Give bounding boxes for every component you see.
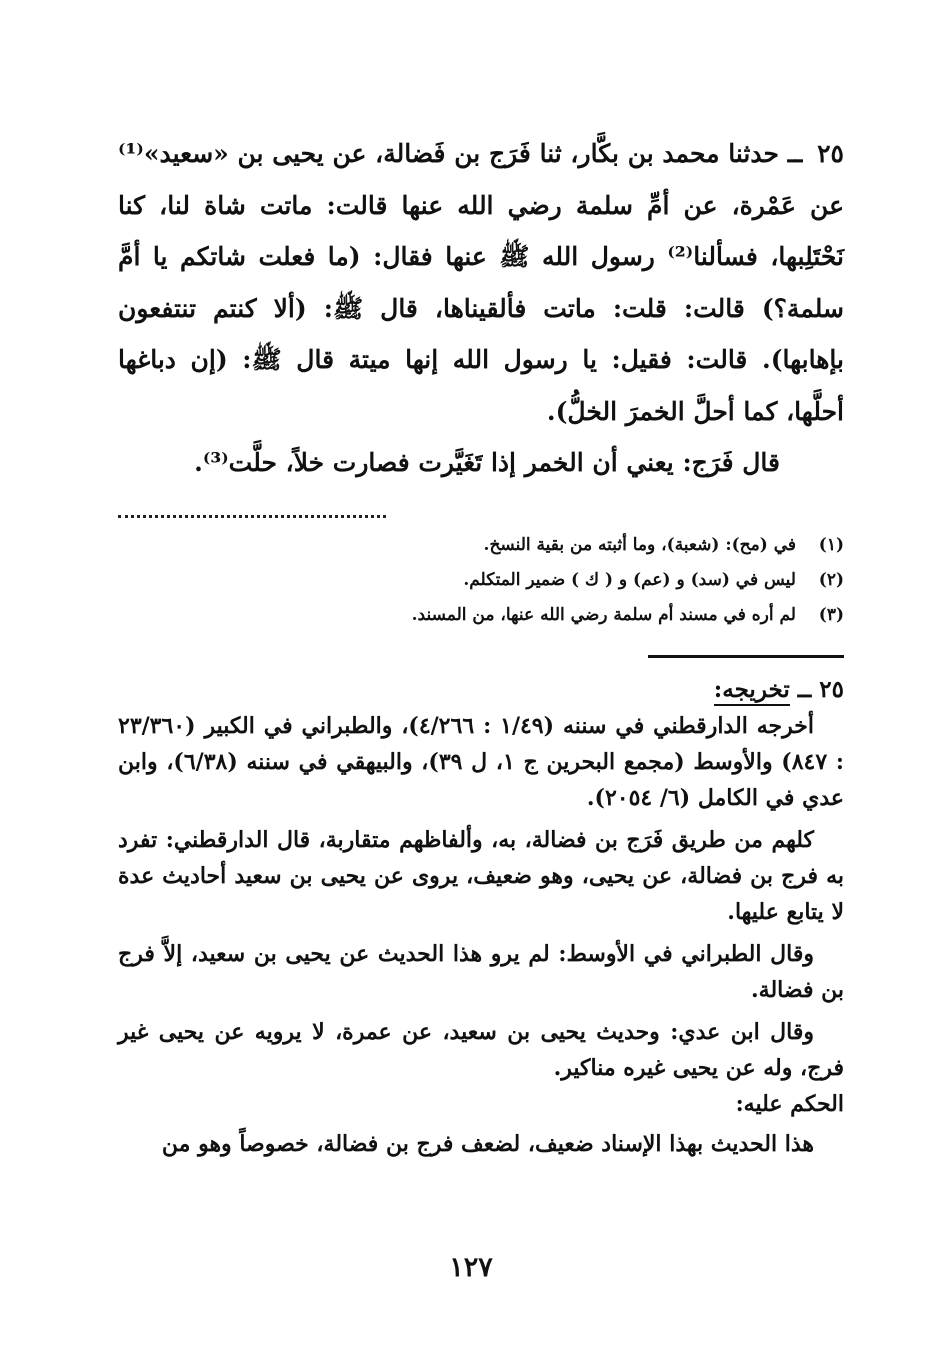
takhrij-paragraph: كلهم من طريق فَرَج بن فضالة، به، وألفاظهم متقاربة، قال الدارقطني: تفرد به فرج بن فضالة، عن يحيى، وهو ضعيف، يروى عن يحيى بن سعيد أحاديث عدة لا يتابع عليها. (118, 827, 844, 925)
footnote-number: (٣) (818, 605, 844, 625)
takhrij-heading (118, 672, 844, 708)
footnote-text: ليس في (سد) و (عم) و ( ك ) ضمير المتكلم. (463, 570, 796, 590)
footnotes-list (118, 528, 844, 633)
footnote-number: (٢) (818, 570, 844, 590)
hadith-paragraph (118, 128, 844, 437)
hukm-heading: الحكم عليه: (735, 1091, 844, 1117)
hadith-number: ٢٥ (817, 139, 844, 168)
takhrij-title: تخريجه: (714, 676, 790, 706)
takhrij-paragraph: وقال ابن عدي: وحديث يحيى بن سعيد، عن عمرة، لا يرويه عن يحيى غير فرج، وله عن يحيى غيره مناكير. (118, 1019, 844, 1081)
footnote-item (118, 563, 844, 598)
hadith-text: حدثنا محمد بن بكَّار، ثنا فَرَج بن فَضالة، عن يحيى بن «سعيد»⁽¹⁾ عن عَمْرة، عن أمِّ سلمة رضي الله عنها قالت: ماتت شاة لنا، كنا نَحْتَلِبها، فسألنا⁽²⁾ رسول الله ﷺ عنها فقال: (ما فعلت شاتكم يا أمَّ سلمة؟) قالت: قلت: ماتت فألقيناها، قال ﷺ: (ألا كنتم تنتفعون بإهابها). قالت: فقيل: يا رسول الله إنها ميتة قال ﷺ: (إن دباغها أحلَّها، كما أحلَّ الخمرَ الخلُّ). (118, 139, 845, 426)
takhrij-paragraph: وقال الطبراني في الأوسط: لم يرو هذا الحديث عن يحيى بن سعيد، إلاَّ فرج بن فضالة. (118, 941, 844, 1003)
footnote-text: لم أره في مسند أم سلمة رضي الله عنها، من المسند. (411, 605, 796, 625)
takhrij-dash: ــ (797, 676, 812, 703)
hadith-note: قال فَرَج: يعني أن الخمر إذا تَغَيَّرت فصارت خلاً، حلَّت⁽³⁾. (194, 448, 780, 477)
page-body (118, 128, 844, 1348)
hukm-text: هذا الحديث بهذا الإسناد ضعيف، لضعف فرج بن فضالة، خصوصاً وهو من (161, 1131, 814, 1157)
footnote-text: في (مح): (شعبة)، وما أثبته من بقية النسخ. (483, 535, 796, 555)
footnote-item (118, 528, 844, 563)
footnote-separator (118, 505, 386, 518)
footnote-item (118, 598, 844, 633)
section-divider (648, 655, 844, 658)
footnote-number: (١) (818, 535, 844, 555)
takhrij-paragraph: أخرجه الدارقطني في سننه (١/٤٩ : ٤/٢٦٦)، والطبراني في الكبير (٢٣/٣٦٠ : ٨٤٧) والأوسط (مجمع البحرين ج ١، ل ٣٩)، والبيهقي في سننه (٦/٣٨)، وابن عدي في الكامل (٦/ ٢٠٥٤). (118, 713, 845, 811)
takhrij-number: ٢٥ (819, 676, 844, 703)
hadith-dash: ــ (787, 139, 803, 168)
page-number: ١٢٧ (449, 1252, 493, 1283)
